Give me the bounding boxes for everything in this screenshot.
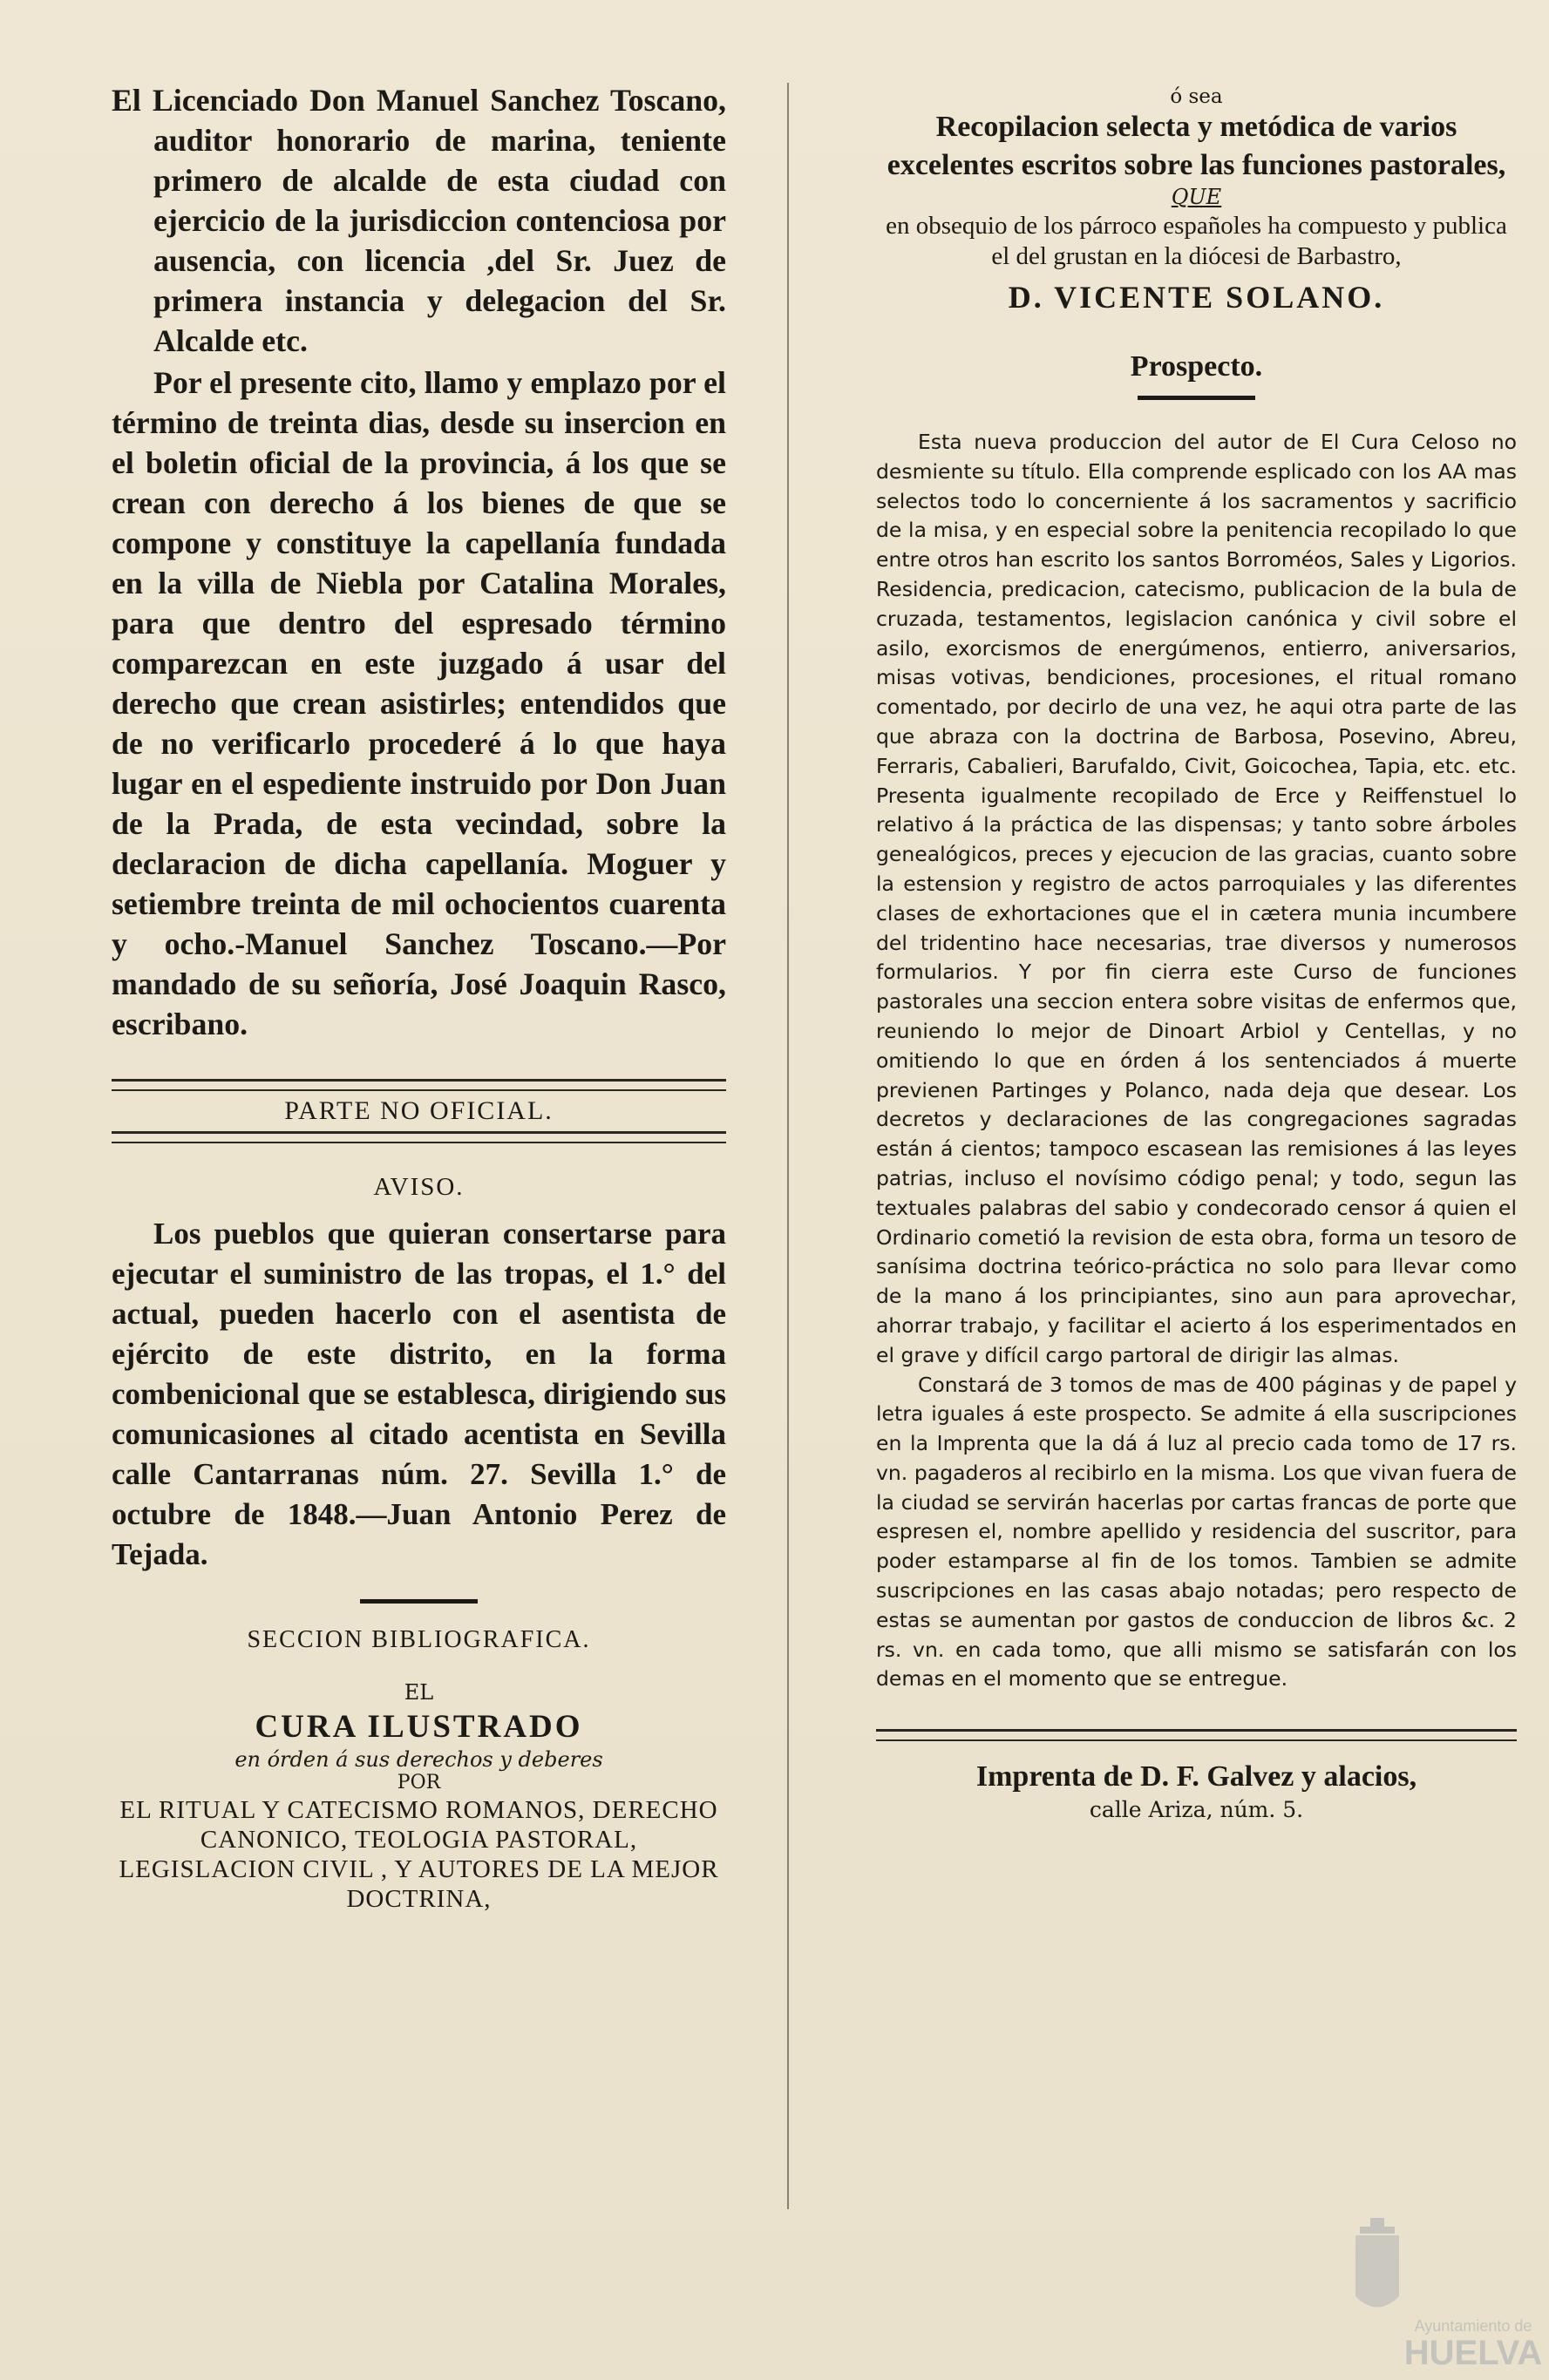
section-divider-rule xyxy=(360,1599,478,1604)
section-bibliografica: SECCION BIBLIOGRAFICA. xyxy=(247,1626,591,1653)
huelva-seal-watermark xyxy=(1308,2209,1543,2375)
prospect-title: Prospecto. xyxy=(1130,350,1263,383)
section-no-oficial: PARTE NO OFICIAL. xyxy=(284,1096,554,1125)
author-name: D. VICENTE SOLANO. xyxy=(1008,280,1385,315)
edict-opening: El Licenciado Don Manuel Sanchez Toscano, auditor honorario de marina, teniente primero de alcalde de esta ciudad con ejercicio de la jurisdiccion contenciosa por ausencia, con licencia ,del Sr. Juez de primera instancia y delegacion del Sr. Alcalde etc. xyxy=(112,83,726,358)
book-title: CURA ILUSTRADO xyxy=(255,1709,583,1745)
book-authorities: EL RITUAL Y CATECISMO ROMANOS, DERECHO CANONICO, TEOLOGIA PASTORAL, LEGISLACION CIVIL , Y AUTORES DE LA MEJOR DOCTRINA, xyxy=(119,1796,719,1913)
imprint-block xyxy=(876,1729,1517,1822)
prospect-paragraph-2: Constará de 3 tomos de mas de 400 páginas y de papel y letra iguales á este prospecto. Se admite á ella suscripciones en la Imprenta que la dá á luz al precio cada tomo de 17 rs. vn. pagaderos al recibirlo en la misma. Los que vivan fuera de la ciudad se servirán hacerlas por cartas francas de porte que espresen el, nombre apellido y residencia del suscritor, para poder estamparse al fin de los tomos. Tambien se admite suscripciones en las casas abajo notadas; pero respecto de estas se aumentan por gastos de conduccion de libros &c. 2 rs. vn. en cada tomo, que alli mismo se satisfarán con los demas en el momento que se entregue. xyxy=(876,1372,1517,1692)
right-column xyxy=(876,80,1517,1822)
o-sea: ó sea xyxy=(1170,85,1223,108)
column-divider xyxy=(787,83,789,2209)
seal-text-top: Ayuntamiento de xyxy=(1414,2317,1532,2335)
imprint: Imprenta de D. F. Galvez y alacios, xyxy=(975,1760,1417,1793)
left-column xyxy=(112,80,726,1914)
top-double-rule xyxy=(112,1079,726,1091)
que-label: QUE xyxy=(1171,185,1222,209)
aviso-body: Los pueblos que quieran consertarse para ejecutar el suministro de las tropas, el 1.° del actual, pueden hacerlo con el asentista de ejército de este distrito, en la forma combenicional que se establesca, dirigiendo sus comunicasiones al citado acentista en Sevilla calle Cantarranas núm. 27. Sevilla 1.° de octubre de 1848.—Juan Antonio Perez de Tejada. xyxy=(112,1217,726,1571)
book-heading: Recopilacion selecta y metódica de varios excelentes escritos sobre las funciones pastorales, xyxy=(887,111,1506,181)
prospect-paragraph-1: Esta nueva produccion del autor de El Cura Celoso no desmiente su título. Ella comprende esplicado con los AA mas selectos todo lo concerniente á los sacramentos y sacrificio de la misa, y en especial sobre la penitencia recopilado lo que entre otros han escrito los santos Borroméos, Sales y Ligorios. Residencia, predicacion, catecismo, publicacion de la bula de cruzada, testamentos, legislacion canónica y civil sobre el asilo, exorcismos de energúmenos, entierro, aniversarios, misas votivas, bendiciones, procesiones, el ritual romano comentado, por decirlo de una vez, he aqui otra parte de las que abraza con la doctrina de Barbosa, Posevino, Abreu, Ferraris, Cabalieri, Barufaldo, Civit, Goicochea, Tapia, etc. etc. Presenta igualmente recopilado de Erce y Reiffenstuel lo relativo á la práctica de las dispensas; y tanto sobre árboles genealógicos, preces y ejecucion de las gracias, cuanto sobre la estension y registro de actos parroquiales y las diferentes clases de exhortaciones que el in cætera munia incumbere del tridentino hace necesarias, trae diversos y numerosos formularios. Y por fin cierra este Curso de funciones pastorales una seccion entera sobre visitas de enfermos que, reuniendo lo mejor de Dinoart Arbiol y Centellas, y no omitiendo lo que en órden á los sentenciados á muerte previenen Partinges y Polanco, nada deja que desear. Los decretos y declaraciones de las congregaciones sagradas están á cientos; tampoco escasean las remisiones á las leyes patrias, incluso el novísimo código penal; y todo, segun las textuales palabras del sabio y condecorado censor á quien el Ordinario cometió la revision de esta obra, forma un tesoro de sanísima doctrina teórico-práctica no solo para llevar como de la mano á los principiantes, sino aun para aprovechar, ahorrar trabajo, y facilitar el acierto á los esperimentados en el grave y difícil cargo partoral de dirigir las almas. xyxy=(876,430,1517,1367)
book-el: EL xyxy=(404,1680,434,1705)
imprint-double-rule xyxy=(876,1729,1517,1741)
edict-body: Por el presente cito, llamo y emplazo por el término de treinta dias, desde su insercion en el boletin oficial de la provincia, á los que se crean con derecho á los bienes de que se compone y constituye la capellanía fundada en la villa de Niebla por Catalina Morales, para que dentro del espresado término comparezcan en este juzgado á usar del derecho que crean asistirles; entendidos que de no verificarlo procederé á lo que haya lugar en el espediente instruido por Don Juan de la Prada, de esta vecindad, sobre la declaracion de dicha capellanía. Moguer y setiembre treinta de mil ochocientos cuarenta y ocho.-Manuel Sanchez Toscano.—Por mandado de su señoría, José Joaquin Rasco, escribano. xyxy=(112,365,726,1041)
book-subtitle: en órden á sus derechos y deberes xyxy=(234,1747,603,1772)
bottom-double-rule xyxy=(112,1131,726,1143)
seal-text-bottom: HUELVA xyxy=(1403,2334,1543,2372)
aviso-title: AVISO. xyxy=(373,1173,465,1201)
imprint-address: calle Ariza, núm. 5. xyxy=(1089,1797,1304,1823)
book-por: POR xyxy=(397,1772,441,1793)
prospect-rule xyxy=(1138,396,1255,400)
no-oficial-block xyxy=(112,1079,726,1143)
dedication: en obsequio de los párroco españoles ha compuesto y publica el del grustan en la diócesi de Barbastro, xyxy=(886,212,1507,270)
